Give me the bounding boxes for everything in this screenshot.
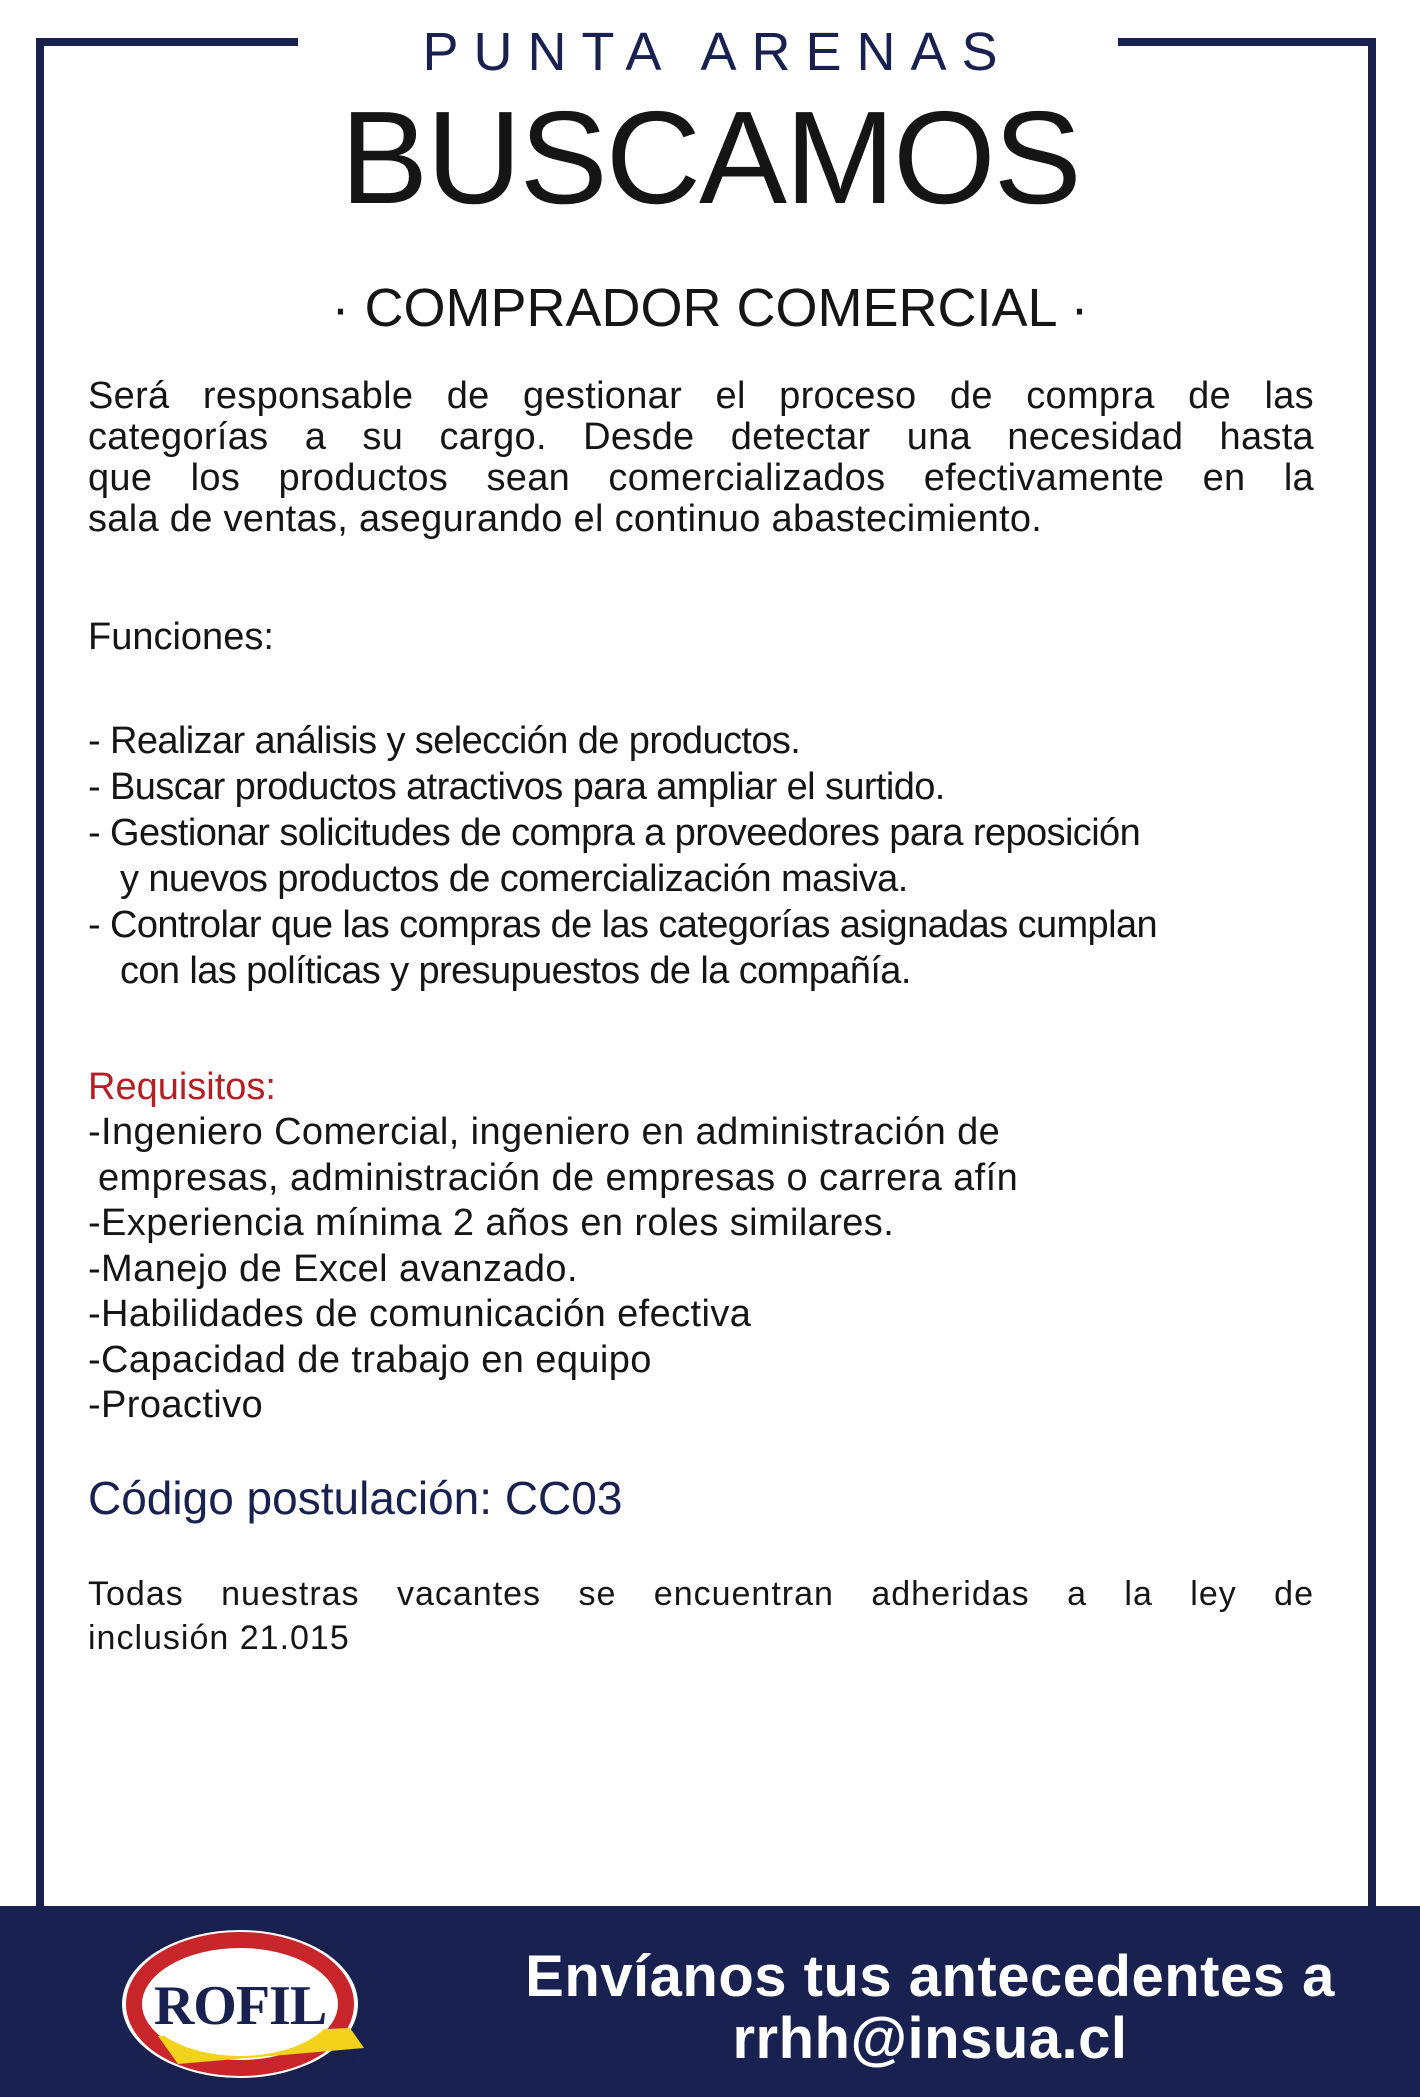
call-to-action [460,1946,1400,2070]
application-code: Código postulación: CC03 [88,1472,623,1524]
list-item: - Controlar que las compras de las categorías asignadas cumplan [88,904,1158,946]
list-item-continuation: con las políticas y presupuestos de la compañía. [120,950,911,992]
inclusion-note [88,1572,1314,1660]
inclusion-line: inclusión 21.015 [88,1619,350,1657]
requisitos-heading: Requisitos: [88,1066,276,1108]
description-line: categorías a su cargo. Desde detectar una necesidad hasta [88,416,1314,458]
list-item-continuation: empresas, administración de empresas o carrera afín [98,1156,1019,1199]
funciones-heading: Funciones: [88,616,274,658]
list-item: - Gestionar solicitudes de compra a proveedores para reposición [88,812,1141,854]
job-title: · COMPRADOR COMERCIAL · [331,278,1089,338]
logo-wordmark: ROFIL [153,1975,327,2037]
list-item: -Ingeniero Comercial, ingeniero en administración de [88,1111,1001,1153]
description-line: Será responsable de gestionar el proceso de compra de las [88,375,1314,417]
list-item: - Realizar análisis y selección de productos. [88,720,801,762]
list-item: -Manejo de Excel avanzado. [88,1247,578,1290]
list-item: -Experiencia mínima 2 años en roles similares. [88,1202,895,1244]
location-title: PUNTA ARENAS [422,22,1013,82]
headline: BUSCAMOS [340,84,1080,231]
email-address: rrhh@insua.cl [732,2006,1128,2071]
inclusion-line: Todas nuestras vacantes se encuentran adheridas a la ley de [88,1575,1314,1613]
list-item: -Habilidades de comunicación efectiva [88,1293,752,1335]
cta-text: Envíanos tus antecedentes a [525,1944,1335,2009]
job-description [88,376,1314,540]
list-item-continuation: y nuevos productos de comercialización masiva. [120,858,908,900]
list-item: -Capacidad de trabajo en equipo [88,1338,652,1381]
list-item: -Proactivo [88,1384,264,1426]
rofil-logo [118,1924,376,2084]
description-line: sala de ventas, asegurando el continuo abastecimiento. [88,498,1043,540]
list-item: - Buscar productos atractivos para ampliar el surtido. [88,766,945,808]
funciones-list [88,718,1314,994]
description-line: que los productos sean comercializados efectivamente en la [88,457,1314,499]
requisitos-list [88,1110,1314,1429]
registered-mark: ® [346,2053,358,2069]
